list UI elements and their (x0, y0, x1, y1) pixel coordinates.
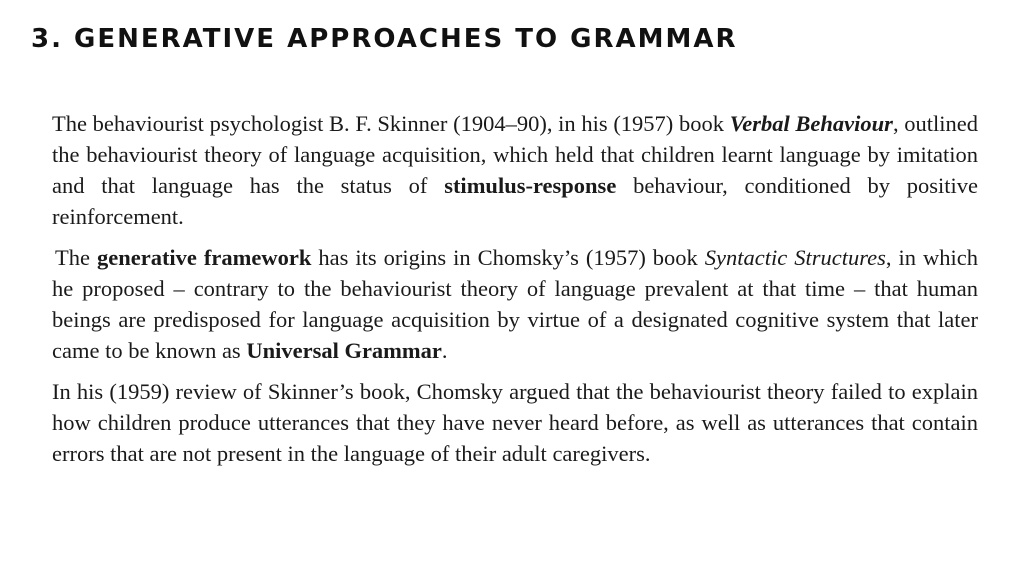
paragraph-text: has its origins in Chomsky’s (1957) book (311, 245, 705, 270)
paragraph-text: The behaviourist psychologist B. F. Skinner (1904–90), in his (1957) book (52, 111, 730, 136)
term-stimulus-response: stimulus-response (444, 173, 617, 198)
paragraph-skinner (52, 108, 978, 232)
paragraph-chomsky-review: In his (1959) review of Skinner’s book, Chomsky argued that the behaviourist theory failed to explain how children produce utterances that they have never heard before, as well as utterances that contain errors that are not present in the language of their adult caregivers. (52, 379, 978, 466)
term-generative-framework: generative framework (96, 245, 312, 270)
paragraph-text: The (55, 245, 97, 270)
term-universal-grammar: Universal Grammar (246, 338, 442, 363)
slide-body (52, 108, 978, 479)
paragraph-text: behaviour, conditioned by positive reinforcement. (52, 173, 978, 229)
paragraph-generative (52, 242, 978, 366)
book-title-syntactic-structures: Syntactic Structures (704, 245, 886, 270)
slide-title: 3. GENERATIVE APPROACHES TO GRAMMAR (31, 24, 738, 54)
paragraph-text: , in which he proposed – contrary to the behaviourist theory of language prevalent at that time – that human beings are predisposed for language acquisition by virtue of a designated cognitive system that later came to be known as (52, 245, 978, 363)
paragraph-text: . (441, 338, 448, 363)
book-title-verbal-behaviour: Verbal Behaviour (729, 111, 893, 136)
paragraph-text: , outlined the behaviourist theory of language acquisition, which held that children learnt language by imitation and that language has the status of (52, 111, 978, 198)
